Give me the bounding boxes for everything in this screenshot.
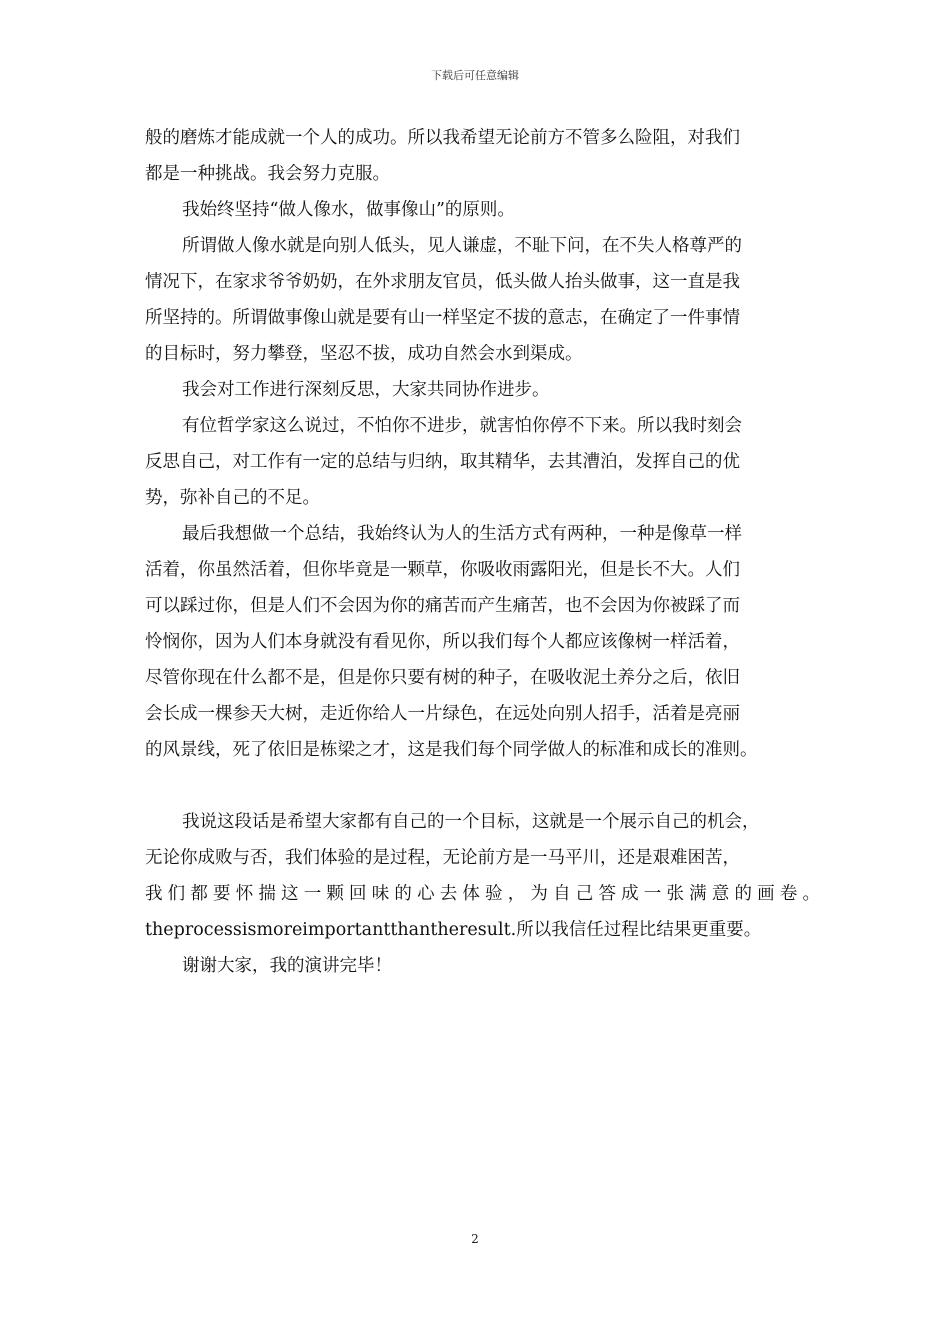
- text-line: 所坚持的。所谓做事像山就是要有山一样坚定不拔的意志，在确定了一件事情: [145, 308, 740, 328]
- page-header: 下载后可任意编辑: [431, 69, 519, 82]
- document-body: [145, 120, 820, 984]
- paragraph-first-line: 最后我想做一个总结，我始终认为人的生活方式有两种，一种是像草一样: [182, 524, 742, 544]
- text-line: 情况下，在家求爷爷奶奶，在外求朋友官员，低头做人抬头做事，这一直是我: [145, 272, 740, 292]
- text-line: 我们都要怀揣这一颗回味的心去体验，为自己答成一张满意的画卷。: [145, 884, 820, 904]
- text-line: theprocessismoreimportantthantheresult.所以我信任过程比结果更重要。: [145, 920, 762, 940]
- text-line: 怜悯你，因为人们本身就没有看见你，所以我们每个人都应该像树一样活着，: [145, 632, 740, 652]
- text-line: 会长成一棵参天大树，走近你给人一片绿色，在远处向别人招手，活着是亮丽: [145, 704, 740, 724]
- paragraph-gap: [145, 768, 820, 804]
- page-number: 2: [471, 1232, 479, 1246]
- paragraph-first-line: 谢谢大家，我的演讲完毕！: [182, 956, 392, 976]
- text-line: 尽管你现在什么都不是，但是你只要有树的种子，在吸收泥土养分之后，依旧: [145, 668, 740, 688]
- paragraph-first-line: 所谓做人像水就是向别人低头，见人谦虚，不耻下问，在不失人格尊严的: [182, 236, 742, 256]
- paragraph-first-line: 我说这段话是希望大家都有自己的一个目标，这就是一个展示自己的机会，: [182, 812, 760, 832]
- paragraph-first-line: 我会对工作进行深刻反思，大家共同协作进步。: [182, 380, 550, 400]
- paragraph-first-line: 我始终坚持“做人像水，做事像山”的原则。: [182, 200, 515, 220]
- text-line: 无论你成败与否，我们体验的是过程，无论前方是一马平川，还是艰难困苦，: [145, 848, 740, 868]
- text-line: 活着，你虽然活着，但你毕竟是一颗草，你吸收雨露阳光，但是长不大。人们: [145, 560, 740, 580]
- text-line: 都是一种挑战。我会努力克服。: [145, 164, 390, 184]
- text-line: 可以踩过你，但是人们不会因为你的痛苦而产生痛苦，也不会因为你被踩了而: [145, 596, 740, 616]
- text-line: 势，弥补自己的不足。: [145, 488, 320, 508]
- text-line: 反思自己，对工作有一定的总结与归纳，取其精华，去其漕泊，发挥自己的优: [145, 452, 740, 472]
- paragraph-first-line: 有位哲学家这么说过，不怕你不进步，就害怕你停不下来。所以我时刻会: [182, 416, 742, 436]
- text-line: 的风景线，死了依旧是栋梁之才，这是我们每个同学做人的标准和成长的准则。: [145, 740, 758, 760]
- text-line: 般的磨炼才能成就一个人的成功。所以我希望无论前方不管多么险阻，对我们: [145, 128, 740, 148]
- text-line: 的目标时，努力攀登，坚忍不拔，成功自然会水到渠成。: [145, 344, 583, 364]
